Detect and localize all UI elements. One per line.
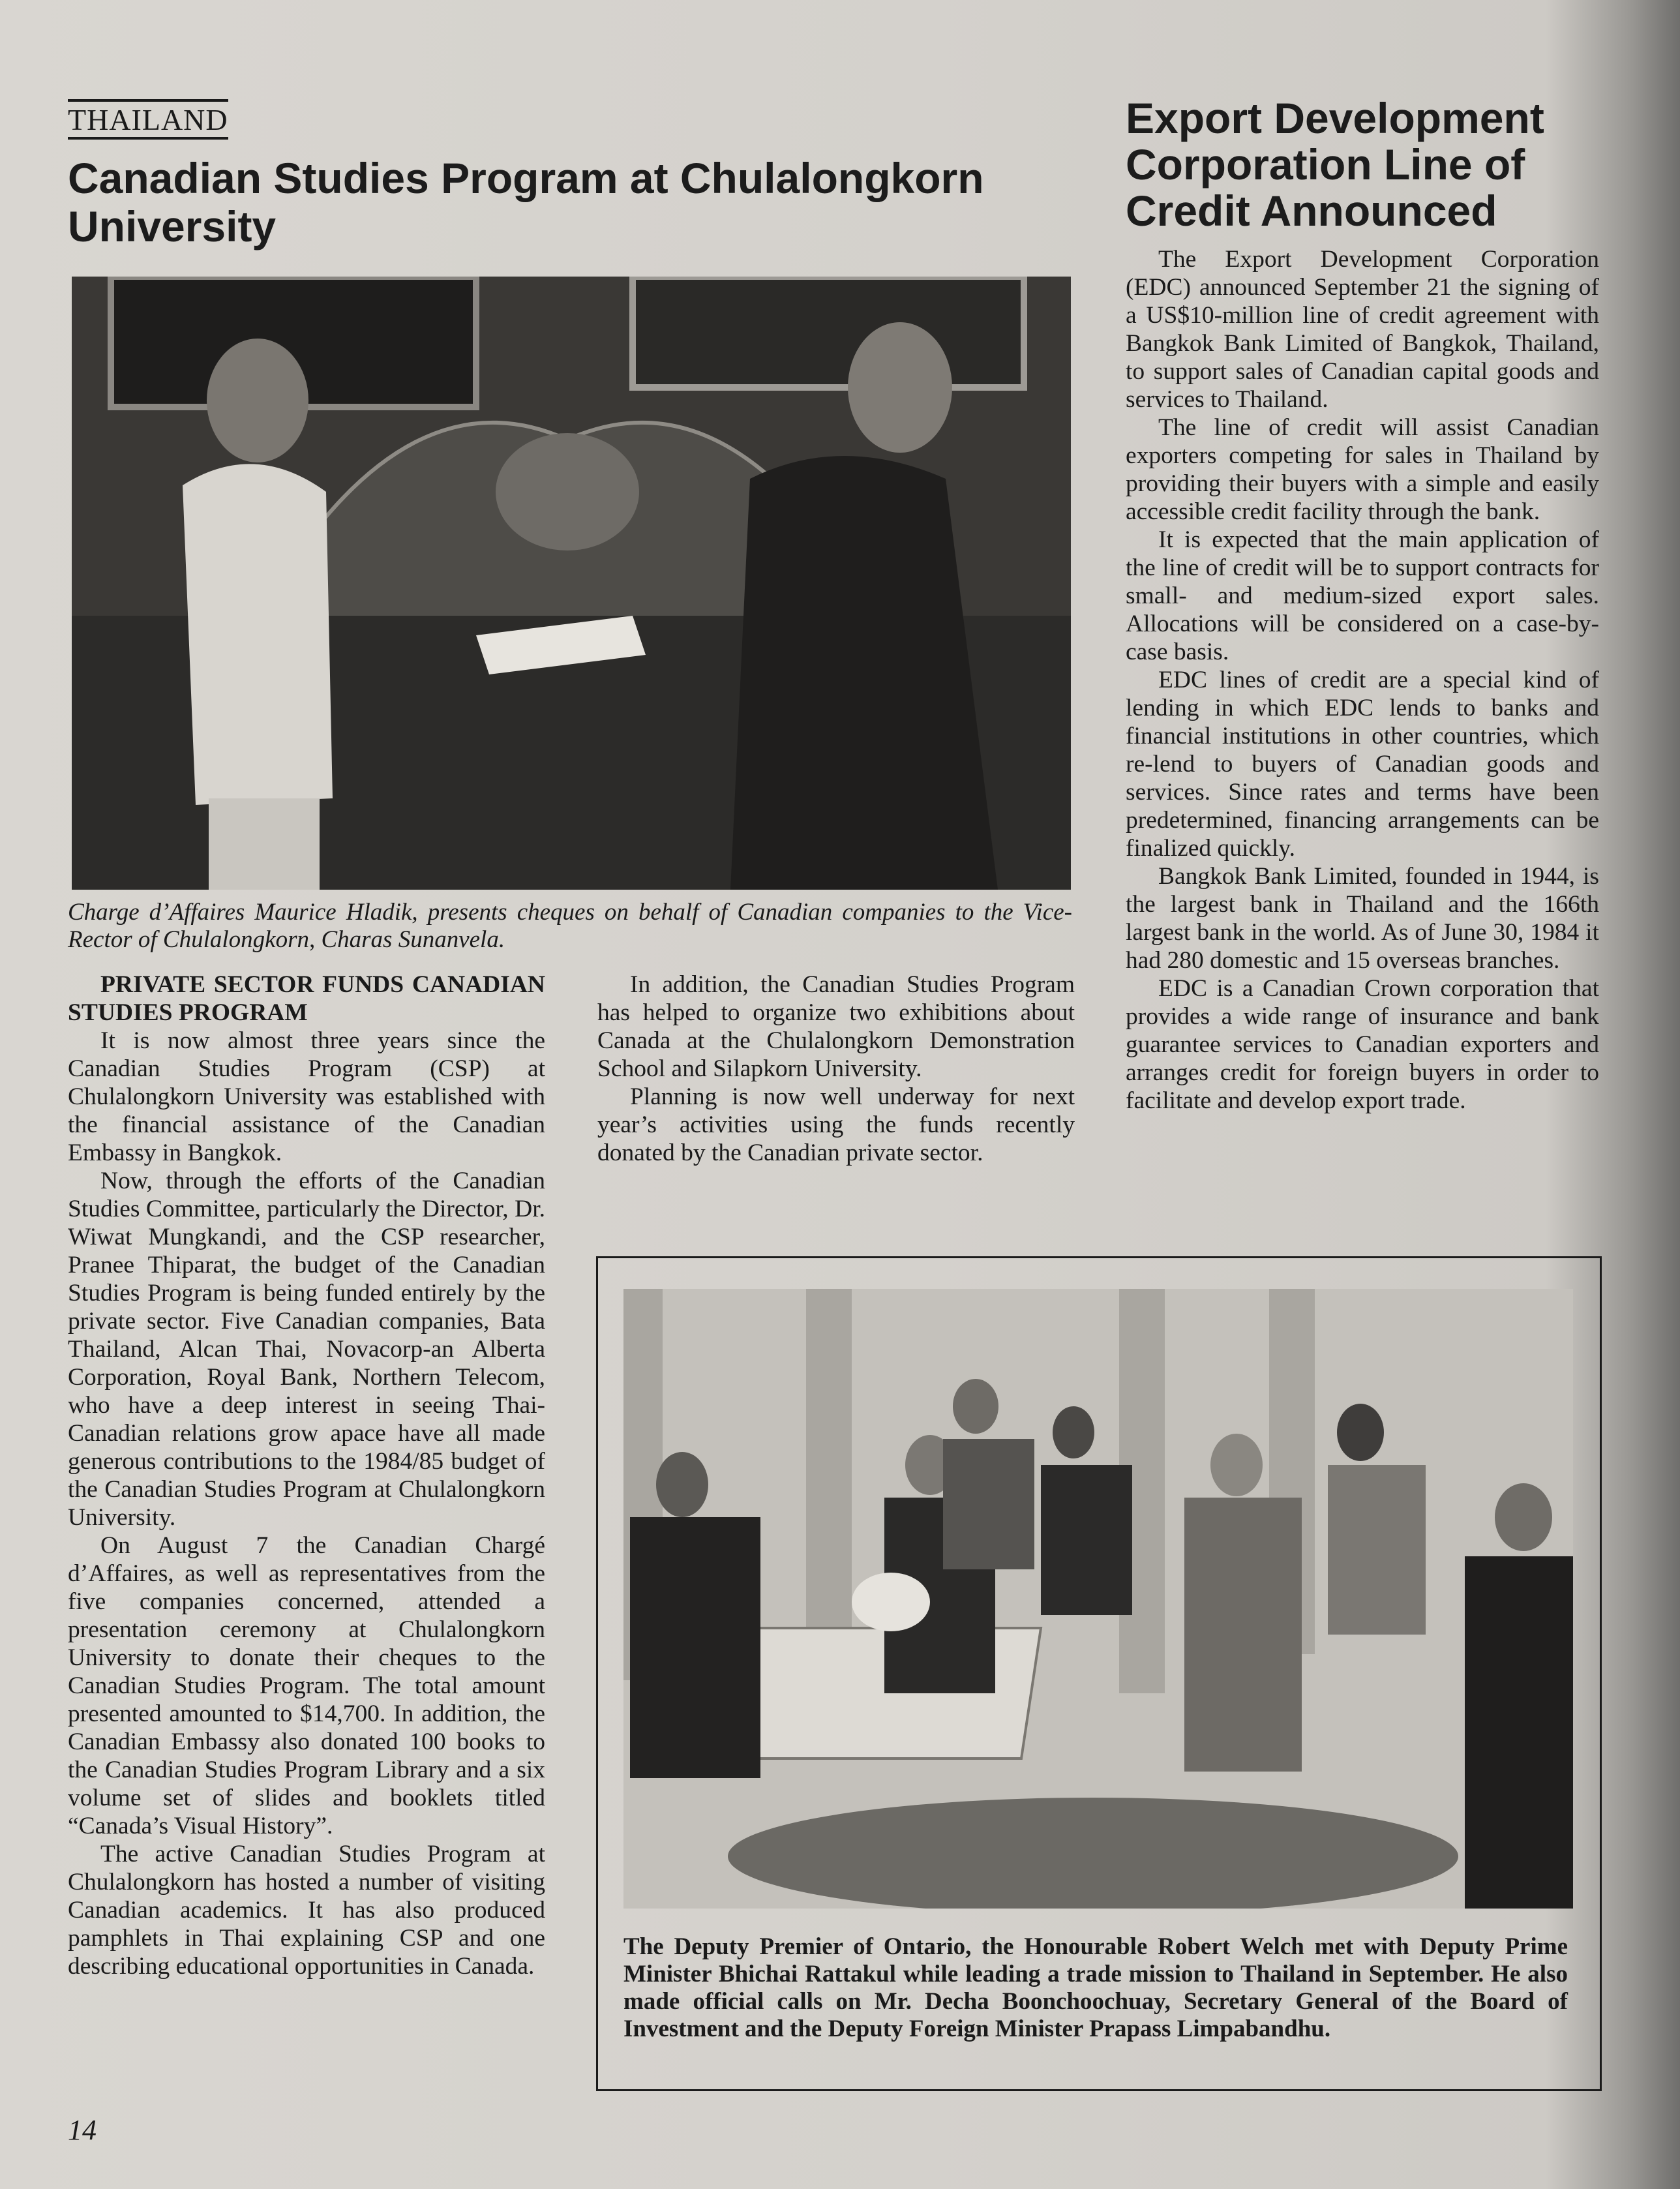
main-headline: Canadian Studies Program at Chulalongkorn University [68, 154, 984, 250]
article-paragraph: The active Canadian Studies Program at Chulalongkorn has hosted a number of visiting Canadian academics. It has also produced pamphlets in Thai explaining CSP and one describing educational opportunities in Canada. [68, 1841, 545, 1980]
photo1-caption: Charge d’Affaires Maurice Hladik, presents cheques on behalf of Canadian companies to the Vice-Rector of Chulalongkorn, Charas Sunanvela. [68, 899, 1072, 953]
photo2-caption: The Deputy Premier of Ontario, the Honourable Robert Welch met with Deputy Prime Minister Bhichai Rattakul while leading a trade mission to Thailand in September. He also made official calls on Mr. Decha Boonchoochuay, Secretary General of the Board of Investment and the Deputy Foreign Minister Prapass Limpabandhu. [623, 1933, 1568, 2042]
article-paragraph: In addition, the Canadian Studies Program has helped to organize two exhibitions about Canada at the Chulalongkorn Demonstration School and Silapkorn University. [597, 971, 1075, 1082]
left-article-column-b [597, 971, 1075, 1167]
article-paragraph: EDC is a Canadian Crown corporation that provides a wide range of insurance and bank guarantee services to Canadian exporters and arranges credit for foreign buyers in order to facilitate and develop export trade. [1126, 975, 1599, 1114]
cheque-presentation-photo [72, 277, 1071, 890]
article-subhead: PRIVATE SECTOR FUNDS CANADIAN STUDIES PROGRAM [68, 971, 545, 1026]
edc-article-column [1126, 245, 1599, 1115]
article-paragraph: The Export Development Corporation (EDC) announced September 21 the signing of a US$10-million line of credit agreement with Bangkok Bank Limited of Bangkok, Thailand, to support sales of Canadian capital goods and services to Thailand. [1126, 246, 1599, 413]
article-paragraph: Bangkok Bank Limited, founded in 1944, is the largest bank in Thailand and the 166th largest bank in the world. As of June 30, 1984 it had 280 domestic and 15 overseas branches. [1126, 863, 1599, 974]
article-paragraph: Planning is now well underway for next year’s activities using the funds recently donated by the Canadian private sector. [597, 1083, 1075, 1166]
article-paragraph: Now, through the efforts of the Canadian Studies Committee, particularly the Director, Dr. Wiwat Mungkandi, and the CSP researcher, Pranee Thiparat, the budget of the Canadian Studies Program is being funded entirely by the private sector. Five Canadian companies, Bata Thailand, Alcan Thai, Novacorp-an Alberta Corporation, Royal Bank, Northern Telecom, who have a deep interest in seeing Thai-Canadian relations grow apace have all made generous contributions to the 1984/85 budget of the Canadian Studies Program at Chulalongkorn University. [68, 1168, 545, 1531]
left-article-column-a [68, 971, 545, 1980]
article-paragraph: EDC lines of credit are a special kind of lending in which EDC lends to banks and financial institutions in other countries, which re-lend to buyers of Canadian goods and services. Since rates and terms have been predetermined, financing arrangements can be finalized quickly. [1126, 667, 1599, 862]
article-paragraph: It is now almost three years since the Canadian Studies Program (CSP) at Chulalongkorn University was established with the financial assistance of the Canadian Embassy in Bangkok. [68, 1027, 545, 1166]
article-paragraph: It is expected that the main application of the line of credit will be to support contracts for small- and medium-sized export sales. Allocations will be considered on a case-by-case basis. [1126, 526, 1599, 665]
article-paragraph: On August 7 the Canadian Chargé d’Affaires, as well as representatives from the five companies concerned, attended a presentation ceremony at Chulalongkorn University to donate their cheques to the Canadian Studies Program. The total amount presented amounted to $14,700. In addition, the Canadian Embassy also donated 100 books to the Canadian Studies Program Library and a six volume set of slides and booklets titled “Canada’s Visual History”. [68, 1532, 545, 1839]
trade-mission-meeting-photo [623, 1289, 1573, 1909]
page-number: 14 [68, 2114, 97, 2146]
article-paragraph: The line of credit will assist Canadian exporters competing for sales in Thailand by providing their buyers with a simple and easily accessible credit facility through the bank. [1126, 414, 1599, 525]
section-tag: THAILAND [68, 99, 228, 140]
edc-headline: Export Development Corporation Line of Credit Announced [1126, 94, 1544, 235]
